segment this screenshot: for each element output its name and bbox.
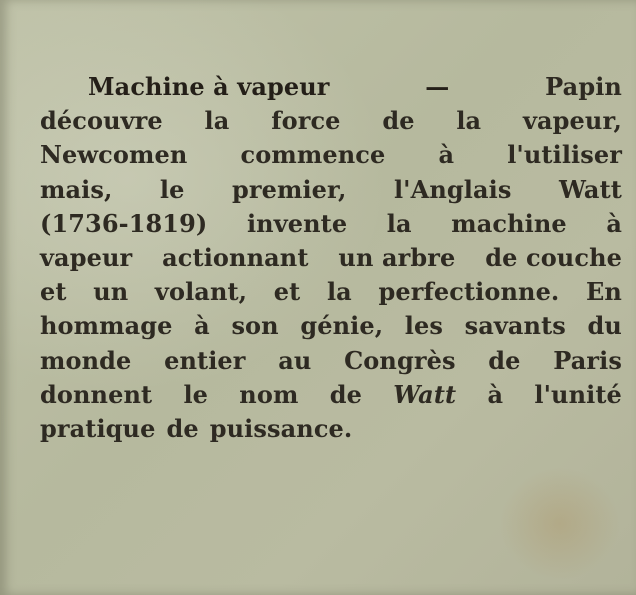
text-line bbox=[40, 173, 622, 207]
word: la bbox=[386, 208, 412, 238]
word: un bbox=[93, 277, 129, 307]
word: force bbox=[271, 106, 341, 136]
word: l'utiliser bbox=[507, 140, 622, 170]
text-line bbox=[40, 104, 622, 138]
word: mais, bbox=[40, 174, 113, 204]
word: monde bbox=[40, 345, 132, 375]
word: nom bbox=[239, 379, 299, 409]
word: machine bbox=[451, 208, 567, 238]
word: et bbox=[40, 277, 67, 307]
word: Papin bbox=[545, 72, 622, 101]
word: (1736-1819) bbox=[40, 208, 208, 238]
word: la bbox=[204, 106, 230, 136]
word: le bbox=[183, 379, 209, 409]
word: pratique bbox=[40, 414, 156, 444]
word: l'unité bbox=[534, 379, 622, 409]
word: à bbox=[438, 140, 455, 170]
text-line bbox=[40, 378, 622, 412]
text-line bbox=[40, 207, 622, 241]
text-line bbox=[40, 70, 622, 104]
word: Watt bbox=[558, 174, 622, 204]
word: donnent bbox=[40, 379, 153, 409]
text-line bbox=[40, 309, 622, 343]
word: son bbox=[231, 311, 279, 341]
word: l'Anglais bbox=[393, 174, 512, 204]
text-line bbox=[40, 138, 622, 172]
word: la bbox=[326, 277, 352, 307]
word: de bbox=[329, 379, 362, 409]
text-line bbox=[40, 412, 622, 446]
word: vapeur bbox=[40, 243, 133, 273]
word: génie, bbox=[300, 311, 384, 341]
word: entier bbox=[164, 345, 246, 375]
word: du bbox=[587, 311, 622, 341]
word: perfectionne. bbox=[378, 277, 560, 307]
word: et bbox=[273, 277, 301, 307]
word: découvre bbox=[40, 106, 163, 136]
word: un arbre bbox=[338, 243, 456, 273]
word: les bbox=[404, 311, 443, 341]
word: vapeur, bbox=[522, 106, 622, 136]
word: à bbox=[487, 379, 504, 409]
italic-word-watt: Watt bbox=[393, 379, 457, 409]
word: commence bbox=[240, 140, 386, 170]
text-line bbox=[40, 344, 622, 378]
heading-title: Machine à vapeur bbox=[88, 72, 330, 101]
word: hommage bbox=[40, 311, 173, 341]
heading-dash: — bbox=[425, 72, 450, 101]
text-line bbox=[40, 241, 622, 275]
word: volant, bbox=[154, 277, 248, 307]
word: de couche bbox=[485, 243, 622, 273]
paragraph-body bbox=[40, 70, 622, 446]
word: Newcomen bbox=[40, 140, 188, 170]
word: premier, bbox=[231, 174, 347, 204]
word: le bbox=[159, 174, 185, 204]
word: Congrès bbox=[344, 345, 456, 375]
word: de bbox=[488, 345, 521, 375]
word: à bbox=[606, 208, 622, 238]
word: au bbox=[278, 345, 312, 375]
word: actionnant bbox=[162, 243, 309, 273]
word: puissance. bbox=[209, 414, 353, 444]
word: invente bbox=[246, 208, 348, 238]
word: Paris bbox=[553, 345, 622, 375]
word: de bbox=[382, 106, 415, 136]
word: En bbox=[586, 277, 622, 307]
text-line bbox=[40, 275, 622, 309]
word: savants bbox=[464, 311, 566, 341]
word: la bbox=[456, 106, 482, 136]
word: à bbox=[194, 311, 210, 341]
word: de bbox=[166, 414, 199, 444]
